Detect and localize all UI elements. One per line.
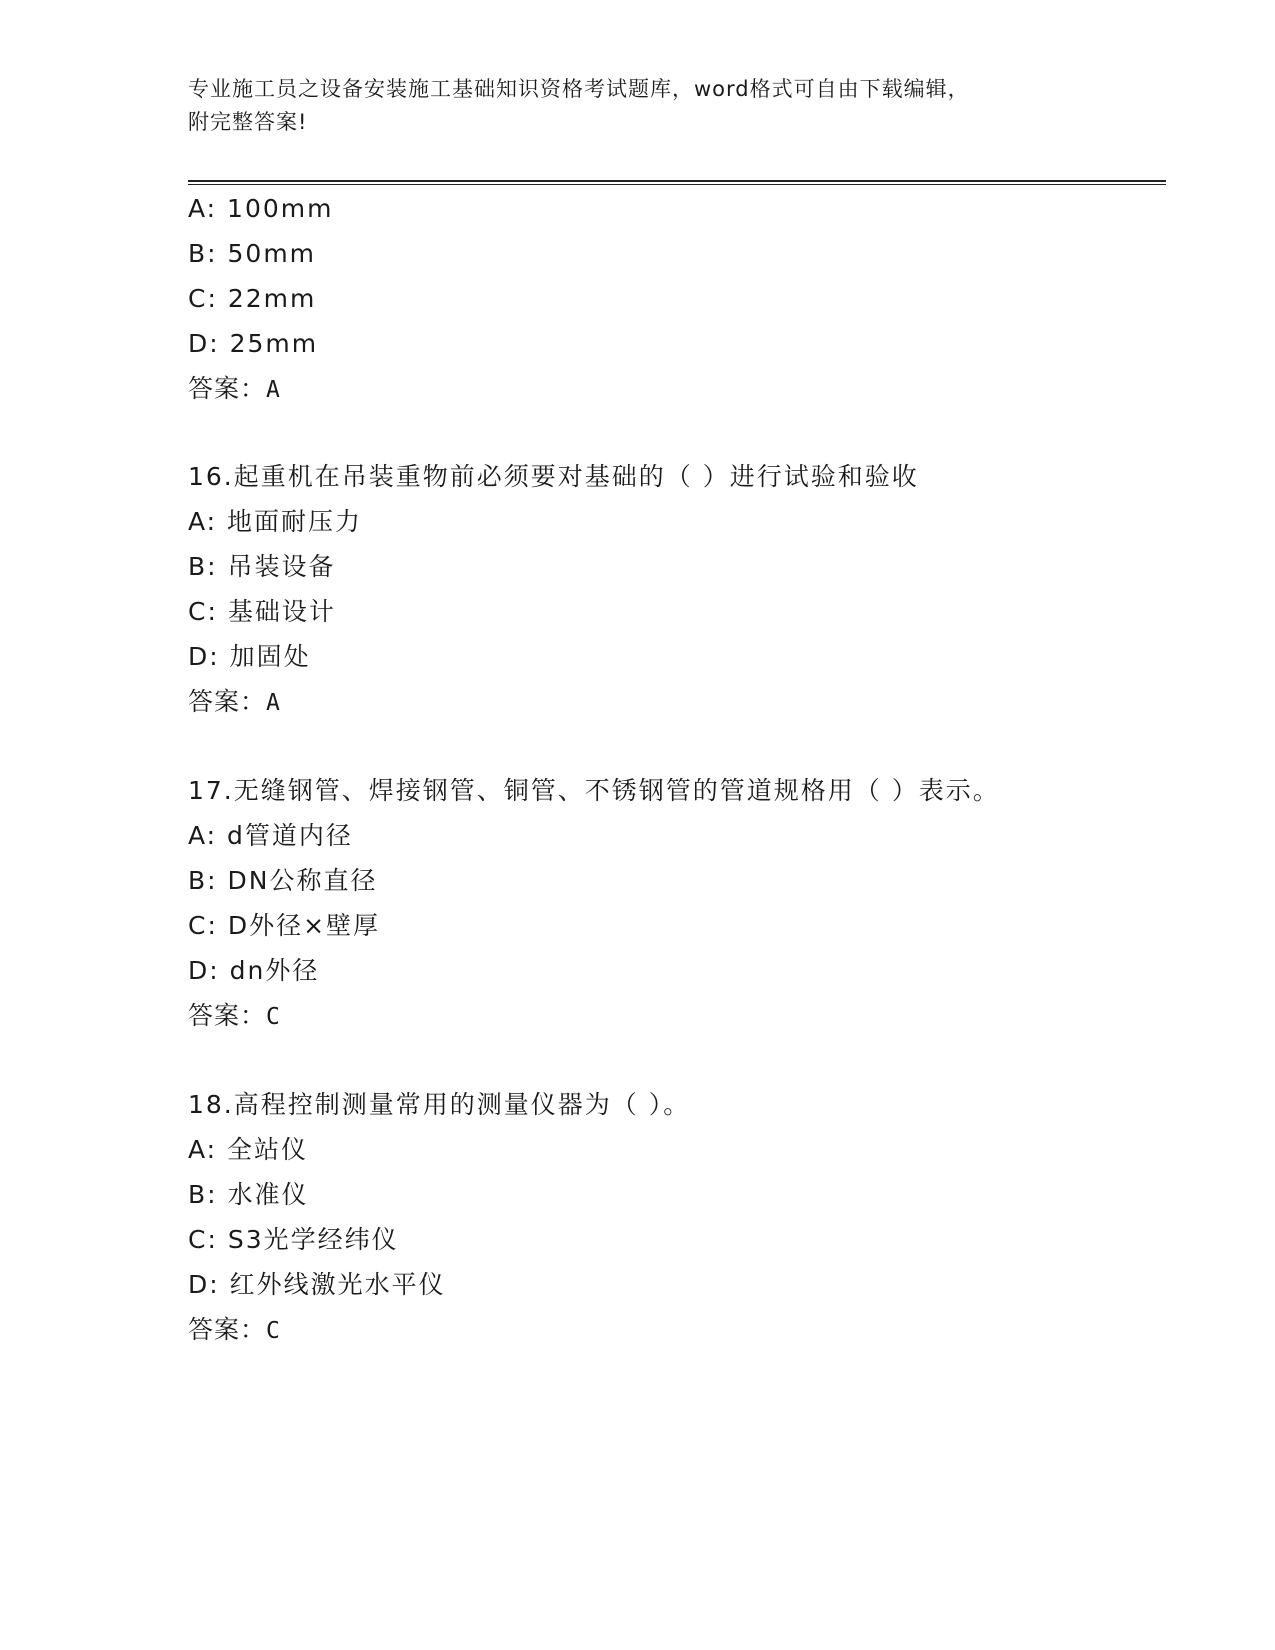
q15-option-b: B: 50mm bbox=[188, 239, 317, 268]
q15-option-a: A: 100mm bbox=[188, 194, 334, 223]
header-line-2: 附完整答案! bbox=[188, 110, 308, 134]
q16-stem: 16.起重机在吊装重物前必须要对基础的（ ）进行试验和验收 bbox=[188, 462, 919, 491]
q16-option-c: C: 基础设计 bbox=[188, 597, 336, 626]
q16-option-b: B: 吊装设备 bbox=[188, 552, 336, 581]
q17-answer-value: C bbox=[266, 1004, 281, 1030]
q18-answer-value: C bbox=[266, 1318, 281, 1344]
q18-option-c: C: S3光学经纬仪 bbox=[188, 1225, 399, 1254]
q18-option-a: A: 全站仪 bbox=[188, 1135, 309, 1164]
q18-option-b: B: 水准仪 bbox=[188, 1180, 309, 1209]
q15-option-d: D: 25mm bbox=[188, 329, 319, 358]
q17-answer-label: 答案： bbox=[188, 1001, 267, 1030]
q18-answer-label: 答案： bbox=[188, 1315, 267, 1344]
q18-option-d: D: 红外线激光水平仪 bbox=[188, 1270, 446, 1299]
q18-stem: 18.高程控制测量常用的测量仪器为（ ）。 bbox=[188, 1090, 691, 1119]
header-divider-thick bbox=[188, 180, 1166, 182]
header-line-1: 专业施工员之设备安装施工基础知识资格考试题库，word格式可自由下载编辑， bbox=[188, 77, 970, 101]
q16-answer bbox=[188, 687, 281, 718]
q17-option-c: C: D外径×壁厚 bbox=[188, 911, 381, 940]
q16-answer-label: 答案： bbox=[188, 687, 267, 716]
q16-option-a: A: 地面耐压力 bbox=[188, 507, 363, 536]
q17-answer bbox=[188, 1001, 281, 1032]
q17-stem: 17.无缝钢管、焊接钢管、铜管、不锈钢管的管道规格用（ ）表示。 bbox=[188, 776, 1000, 805]
q17-option-a: A: d管道内径 bbox=[188, 821, 353, 850]
header-divider-thin bbox=[188, 184, 1166, 185]
q15-answer-label: 答案： bbox=[188, 374, 267, 403]
q15-answer bbox=[188, 374, 281, 405]
document-header bbox=[188, 73, 1088, 139]
q15-option-c: C: 22mm bbox=[188, 284, 317, 313]
q16-answer-value: A bbox=[266, 690, 281, 716]
q17-option-b: B: DN公称直径 bbox=[188, 866, 378, 895]
q17-option-d: D: dn外径 bbox=[188, 956, 320, 985]
q15-answer-value: A bbox=[266, 377, 281, 403]
q16-option-d: D: 加固处 bbox=[188, 642, 311, 671]
q18-answer bbox=[188, 1315, 281, 1346]
